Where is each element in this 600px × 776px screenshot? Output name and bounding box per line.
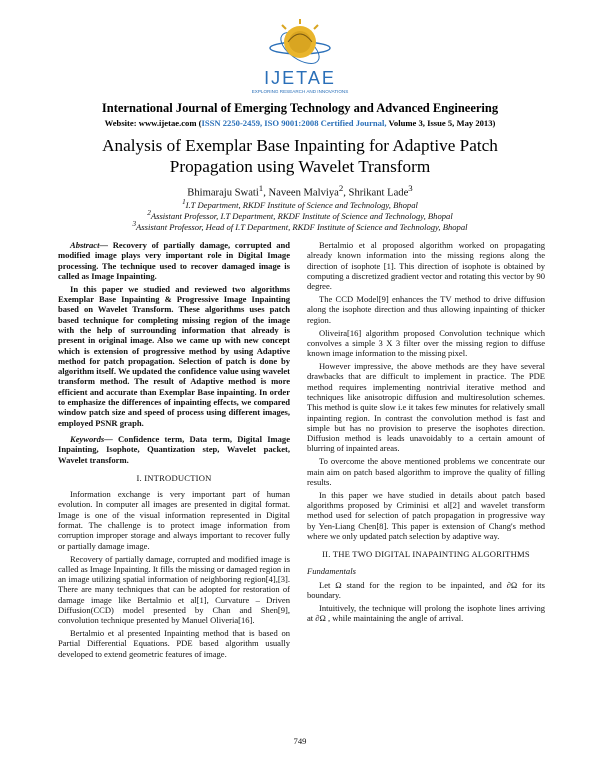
keywords (58, 434, 290, 465)
author-name: Bhimaraju Swati (187, 187, 259, 199)
abstract-paragraph-1 (58, 240, 290, 281)
body-paragraph: However impressive, the above methods are they have several drawbacks that are difficult to implement in practice. The PDE method requires implementing nontrivial iterative method and techniques like anisotropic diffusion and multiresolution schemes. This method is quite slow i.e it takes few minutes for relatively small inpainting region. In contrast the convolution method is fast and simple but has no provision to preserve the isophotes direction. Diffusion method is leads unavoidably to a certain amount of blurring of inpainted areas. (307, 361, 545, 454)
intro-paragraph: Recovery of partially damage, corrupted and modified image is called as Image Inpainting. It fills the missing or damaged region in an image utilizing spatial information of neighboring region[4],[3]. There are many techniques that can be adopted for restoration of damage image like Bertalmio et al[1], Curvature – Driven Diffusion(CCD) model presented by Chan and Shen[9], convolution technique presented by Manuel Oliveria[16]. (58, 553, 290, 626)
right-column (307, 240, 545, 626)
affiliation-sup: 1 (182, 198, 186, 206)
title-line-2: Propagation using Wavelet Transform (169, 157, 431, 176)
keywords-text: Confidence term, Data term, Digital Image Inpainting, Isophote, Quantization step, Wavelet packet, Wavelet transform. (58, 433, 290, 465)
website-prefix: Website: www.ijetae.com ( (104, 118, 202, 128)
author-name: Shrikant Lade (348, 187, 409, 199)
journal-logo (240, 14, 360, 98)
issn-link[interactable]: ISSN 2250-2459, ISO 9001:2008 Certified Journal, (201, 118, 387, 128)
affiliation-text: I.T Department, RKDF Institute of Science and Technology, Bhopal (185, 199, 418, 210)
author-sup: 3 (408, 183, 413, 193)
affiliation-sup: 2 (147, 209, 151, 217)
intro-paragraph: Bertalmio et al presented Inpainting method that is based on Partial Differential Equations. PDE based algorithm usually developed to extend geometric features of image. (58, 628, 290, 659)
abstract-paragraph-2: In this paper we studied and reviewed two algorithms Exemplar Base Inpainting & Progressive Image Inpainting based on Wavelet Transform. These algorithms uses patch based technique for completing missing region of the image with the help of surrounding information that already is present in original image. Also we came up with new concept which is extension of progressive method by using Adaptive method for patch propagation. Selection of patch is done by algorithm itself. We updated the confidence value using wavelet transform method. The result of Adaptive method is more efficient and accurate than Exemplar Base inpainting. In order to emphasize the differences of inpainting effects, we compared window patch size and speed of process using different images, employed PSNR graph. (58, 283, 290, 428)
section-heading-introduction: I. INTRODUCTION (136, 472, 212, 483)
logo-tagline: EXPLORING RESEARCH AND INNOVATIONS (251, 89, 349, 94)
body-paragraph: Intuitively, the technique will prolong the isophote lines arriving at ∂Ω , while maintaining the angle of arrival. (307, 603, 545, 624)
abstract-lead: Abstract— (70, 240, 108, 250)
author-sup: 1 (258, 183, 264, 193)
title-line-1: Analysis of Exemplar Base Inpainting for Adaptive Patch (102, 136, 498, 155)
intro-paragraph: Information exchange is very important part of human evolution. In computer all images are presented in digital format. Image is one of the visual information represented in Digital format. The challenge is to protect image information from corruption improper storage and always important to recover fully or partially damage image. (58, 489, 290, 551)
logo-emblem (270, 19, 330, 70)
subheading-fundamentals: Fundamentals (307, 565, 356, 576)
author-sup: 2 (338, 183, 344, 193)
affiliation-text: Assistant Professor, I.T Department, RKDF Institute of Science and Technology, Bhopal (150, 210, 453, 221)
body-paragraph: To overcome the above mentioned problems we concentrate our main aim on patch based algorithm to improve the quality of filling results. (307, 456, 545, 487)
abstract-text-1: Recovery of partially damage, corrupted and modified image plays very important role in Digital Image processing. The technique used to recover damaged image is called as Image Inpainting. (58, 240, 290, 281)
body-paragraph: The CCD Model[9] enhances the TV method to drive diffusion along the isophote direction and thus allowing inpainting of thicker region. (307, 294, 545, 325)
journal-name: International Journal of Emerging Technology and Advanced Engineering (101, 101, 499, 115)
abstract (58, 240, 290, 428)
journal-website-line (0, 118, 600, 128)
body-paragraph: In this paper we have studied in details about patch based algorithms proposed by Criminisi et al[2] and wavelet transform method used for selection of patch propagation in progressive way by Yen-Liang Chen[8]. This paper is extension of Chang's method where we only updated patch selection by adaptive way. (307, 489, 545, 541)
page-number: 749 (293, 736, 307, 746)
body-paragraph: Bertalmio et al proposed algorithm worked on propagating already known information into the missing regions along the direction of isophote [1]. This direction of isophote is obtained by computing a discretized gradient vector and rotating this vector by 90 degree. (307, 240, 545, 292)
affiliation-3 (0, 220, 600, 232)
section-heading-algorithms: II. THE TWO DIGITAL INAPAINTING ALGORITHMS (322, 549, 530, 560)
author-name: Naveen Malviya (268, 187, 339, 199)
body-paragraph: Oliveira[16] algorithm proposed Convolution technique which convolves a simple 3 X 3 filter over the missing region to diffuse known image information to the missing pixel. (307, 327, 545, 359)
body-paragraph: Let Ω stand for the region to be inpainted, and ∂Ω for its boundary. (307, 579, 545, 601)
paper-title (40, 135, 560, 177)
keywords-lead: Keywords— (70, 433, 113, 444)
author-list: Bhimaraju Swati$^1$, Naveen Malviya$^2$, Shrikant Lade$^3$ (187, 183, 413, 199)
affiliation-text: Assistant Professor, Head of I.T Department, RKDF Institute of Science and Technology, Bhopal (136, 221, 468, 232)
logo-text: IJETAE (264, 68, 336, 88)
issue-info: Volume 3, Issue 5, May 2013) (386, 118, 496, 128)
left-column (58, 240, 290, 662)
affiliation-sup: 3 (132, 220, 137, 228)
